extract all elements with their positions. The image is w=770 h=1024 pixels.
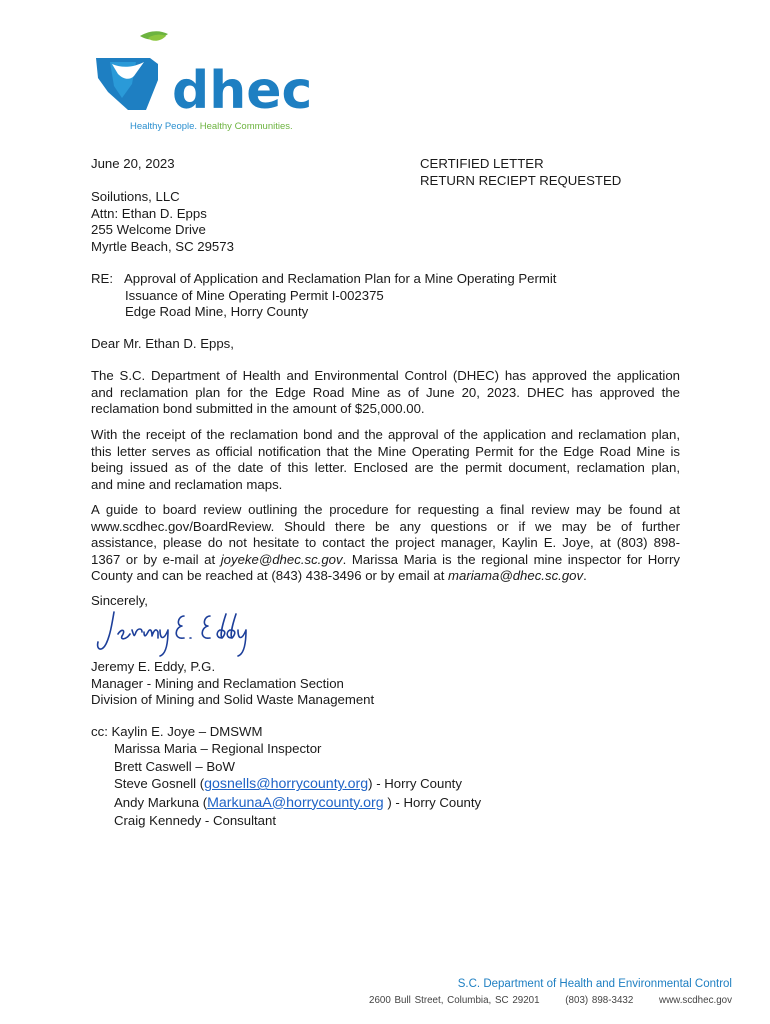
return-receipt-line: RETURN RECIEPT REQUESTED xyxy=(420,172,622,188)
cc-item: Andy Markuna (MarkunaA@horrycounty.org ) - Horry County xyxy=(114,794,482,811)
paragraph-line: reclamation bond submitted in the amount of $25,000.00. xyxy=(91,401,425,417)
re-block xyxy=(91,271,556,321)
signer-name: Jeremy E. Eddy, P.G. xyxy=(91,659,216,674)
paragraph-line: A guide to board review outlining the procedure for requesting a final review may be found at xyxy=(91,502,680,517)
signer-division: Division of Mining and Solid Waste Management xyxy=(91,692,375,708)
salutation: Dear Mr. Ethan D. Epps, xyxy=(91,336,234,351)
footer-contact xyxy=(369,993,732,1010)
paragraph-line: assistance, please do not hesitate to contact the project manager, Kaylin E. Joye, at (803) 898- xyxy=(91,535,680,551)
paragraph-notification xyxy=(91,427,680,493)
certified-block xyxy=(420,156,621,189)
recipient-city: Myrtle Beach, SC 29573 xyxy=(91,238,234,254)
paragraph-line: this letter serves as official notification that the Mine Operating Permit for the Edge Road Mine is xyxy=(91,443,680,459)
re-line: Approval of Application and Reclamation Plan for a Mine Operating Permit xyxy=(123,271,557,286)
signer-block xyxy=(91,659,374,709)
cc-item: Brett Caswell – BoW xyxy=(114,758,235,774)
paragraph-line: and mine and reclamation maps. xyxy=(91,476,283,492)
paragraph-line: being issued as of the date of this letter. Enclosed are the permit document, reclamation plan, xyxy=(91,460,680,476)
recipient-street: 255 Welcome Drive xyxy=(91,222,206,238)
re-label: RE: xyxy=(91,271,113,286)
paragraph-line: 1367 or by e-mail at joyeke@dhec.sc.gov. Marissa Maria is the regional mine inspector for Horry xyxy=(91,551,680,567)
cc-item: cc: Kaylin E. Joye – DMSWM xyxy=(91,724,263,739)
recipient-attn: Attn: Ethan D. Epps xyxy=(91,205,207,221)
letter-date: June 20, 2023 xyxy=(91,156,175,171)
email-joye: joyeke@dhec.sc.gov xyxy=(220,551,343,567)
paragraph-line: www.scdhec.gov/BoardReview. Should there be any questions or if we may be of further xyxy=(91,518,680,534)
recipient-company: Soilutions, LLC xyxy=(91,189,180,204)
re-line: Edge Road Mine, Horry County xyxy=(125,304,309,320)
paragraph-line: County and can be reached at (843) 438-3496 or by email at mariama@dhec.sc.gov. xyxy=(91,568,587,584)
closing: Sincerely, xyxy=(91,593,148,608)
handwritten-signature xyxy=(92,606,252,658)
footer-phone: (803) 898-3432 xyxy=(565,995,634,1006)
email-link-markuna[interactable]: MarkunaA@horrycounty.org xyxy=(207,794,384,811)
paragraph-line: With the receipt of the reclamation bond and the approval of the application and reclamation plan, xyxy=(91,427,680,442)
paragraph-line: The S.C. Department of Health and Environmental Control (DHEC) has approved the application xyxy=(91,368,680,383)
paragraph-line: and reclamation plan for the Edge Road Mine as of June 20, 2023. DHEC has approved the xyxy=(91,384,680,400)
footer-address: 2600 Bull Street, Columbia, SC 29201 xyxy=(369,995,540,1006)
footer-website: www.scdhec.gov xyxy=(659,995,732,1006)
paragraph-approval xyxy=(91,368,680,418)
cc-item: Steve Gosnell (gosnells@horrycounty.org) - Horry County xyxy=(114,776,462,793)
email-link-gosnell[interactable]: gosnells@horrycounty.org xyxy=(204,776,369,793)
signer-title: Manager - Mining and Reclamation Section xyxy=(91,675,344,691)
cc-item: Marissa Maria – Regional Inspector xyxy=(114,741,322,757)
tagline-part1: Healthy People. xyxy=(130,121,198,132)
paragraph-contact xyxy=(91,502,680,585)
recipient-address xyxy=(91,189,234,255)
footer-title: S.C. Department of Health and Environmental Control xyxy=(457,978,732,990)
logo-tagline xyxy=(130,119,293,136)
certified-line: CERTIFIED LETTER xyxy=(420,156,544,171)
cc-item: Craig Kennedy - Consultant xyxy=(114,813,277,829)
email-maria: mariama@dhec.sc.gov xyxy=(448,568,584,584)
cc-list xyxy=(91,723,481,829)
tagline-part2: Healthy Communities. xyxy=(199,121,293,132)
re-line: Issuance of Mine Operating Permit I-002375 xyxy=(125,287,384,303)
logo-wordmark: dhec xyxy=(172,61,313,121)
